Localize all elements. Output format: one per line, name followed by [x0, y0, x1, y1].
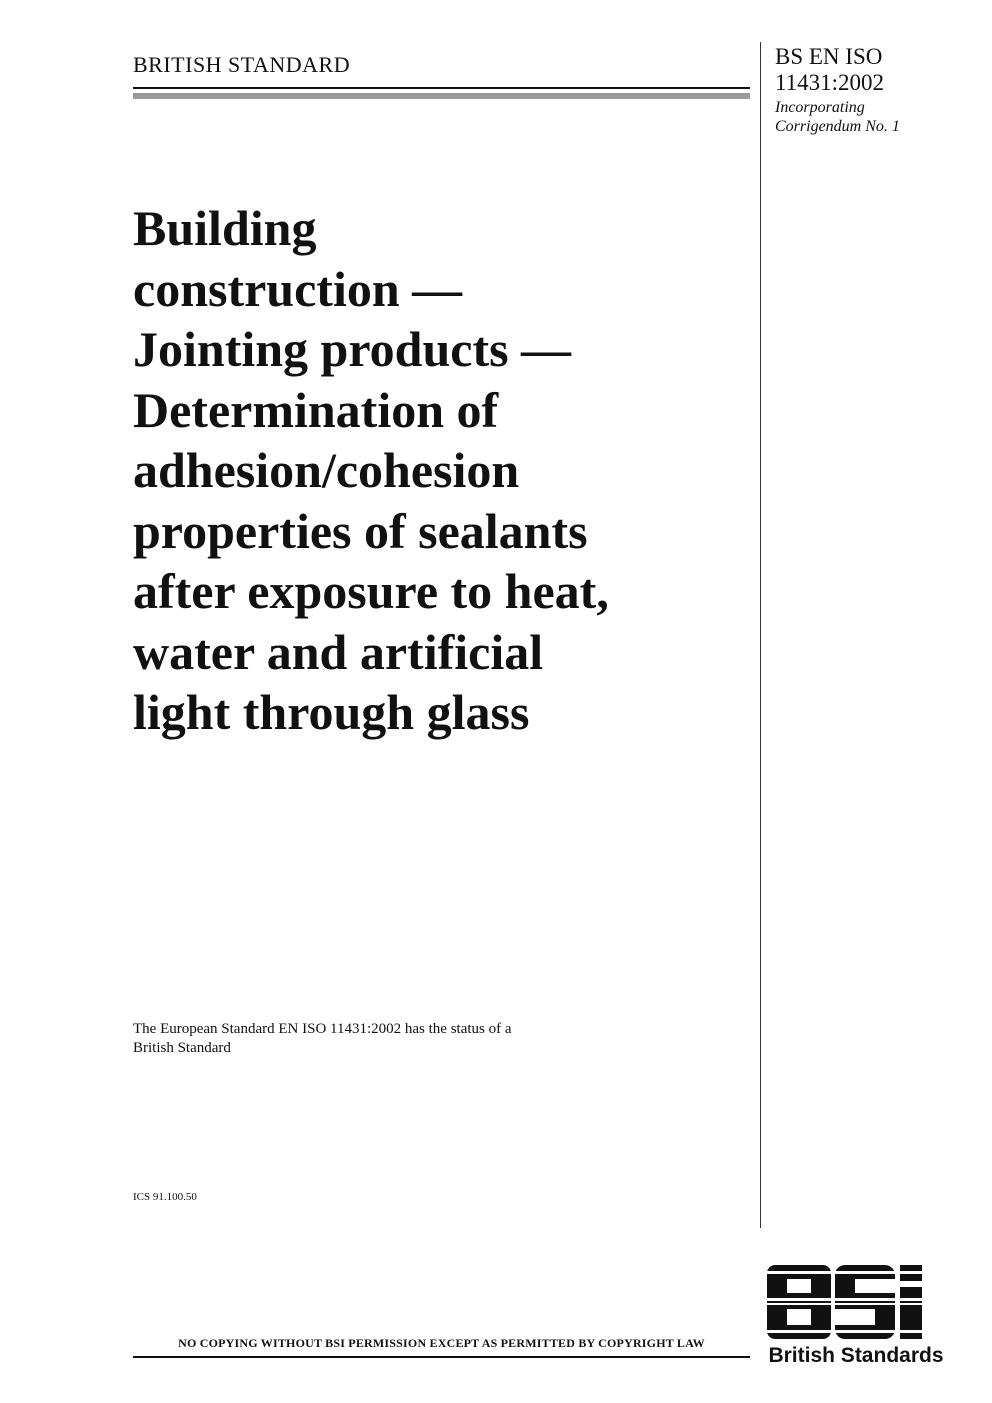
status-line1: The European Standard EN ISO 11431:2002 has the status of a — [133, 1021, 512, 1037]
standard-number-line1: BS EN ISO — [775, 44, 883, 69]
standard-number-line2: 11431:2002 — [775, 70, 885, 95]
ics-code: ICS 91.100.50 — [133, 1191, 197, 1203]
incorporating-note — [775, 98, 900, 136]
title-line: Determination of — [133, 381, 499, 438]
standard-type-label: BRITISH STANDARD — [133, 52, 351, 77]
title-line: properties of sealants — [133, 502, 588, 559]
document-title — [133, 198, 743, 743]
bsi-logo-caption: British Standards — [768, 1344, 944, 1367]
title-line: light through glass — [133, 684, 530, 740]
incorporating-line2: Corrigendum No. 1 — [775, 118, 900, 135]
title-line: Building — [133, 200, 317, 256]
standard-number — [775, 44, 884, 96]
title-line: after exposure to heat, — [133, 563, 609, 619]
incorporating-line1: Incorporating — [775, 99, 865, 116]
title-line: Jointing products — — [133, 321, 572, 377]
header-rule-grey — [133, 93, 750, 99]
status-line2: British Standard — [133, 1040, 231, 1056]
title-line: construction — — [133, 260, 463, 317]
column-divider — [760, 42, 761, 1228]
title-line: water and artificial — [133, 623, 544, 680]
bsi-logo-mark — [767, 1265, 927, 1339]
copyright-notice: NO COPYING WITHOUT BSI PERMISSION EXCEPT AS PERMITTED BY COPYRIGHT LAW — [178, 1336, 705, 1350]
title-line: adhesion/cohesion — [133, 442, 520, 498]
copyright-rule — [133, 1356, 750, 1358]
status-statement — [133, 1020, 653, 1058]
header-rule — [133, 87, 750, 89]
